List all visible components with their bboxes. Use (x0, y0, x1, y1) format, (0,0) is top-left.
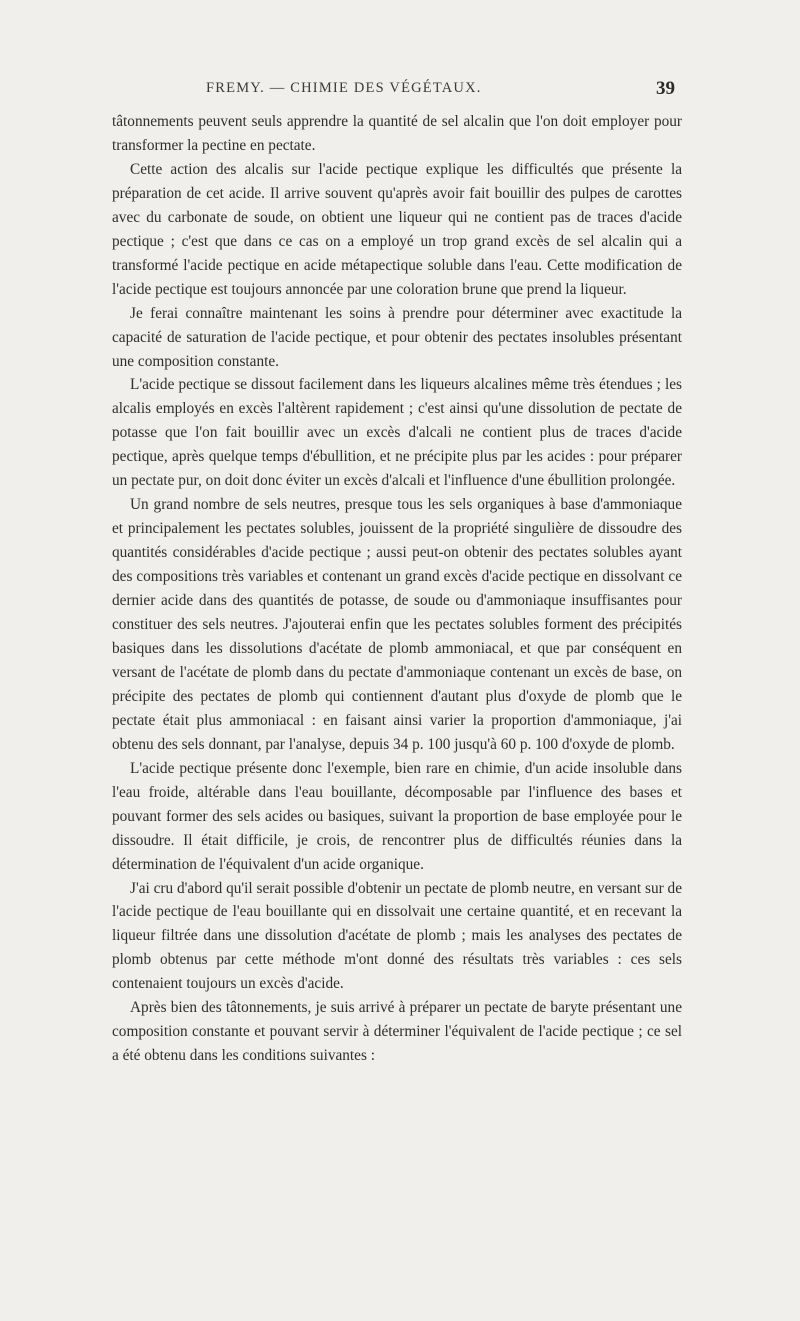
paragraph: L'acide pectique se dissout facilement dans les liqueurs alcalines même très étendues ; les alcalis employés en excès l'altèrent rapidement ; c'est ainsi qu'une dissolution de pectate de potasse que l'on fait bouillir avec un excès d'alcali ne contient plus de traces d'acide pectique, après quelque temps d'ébullition, et ne précipite plus par les acides : pour préparer un pectate pur, on doit donc éviter un excès d'alcali et l'influence d'une ébullition prolongée. (112, 376, 682, 490)
running-title: FREMY. — CHIMIE DES VÉGÉTAUX. (206, 80, 482, 96)
body-text (112, 110, 682, 1068)
paragraph: Cette action des alcalis sur l'acide pectique explique les difficultés que présente la préparation de cet acide. Il arrive souvent qu'après avoir fait bouillir des pulpes de carottes avec du carbonate de soude, on obtient une liqueur qui ne contient pas de traces d'acide pectique ; c'est que dans ce cas on a employé un trop grand excès de sel alcalin qui a transformé l'acide pectique en acide métapectique soluble dans l'eau. Cette modification de l'acide pectique est toujours annoncée par une coloration brune que prend la liqueur. (112, 160, 682, 298)
paragraph: Un grand nombre de sels neutres, presque tous les sels organiques à base d'ammoniaque et principalement les pectates solubles, jouissent de la propriété singulière de dissoudre des quantités considérables d'acide pectique ; aussi peut-on obtenir des pectates solubles ayant des compositions très variables et contenant un grand excès d'acide pectique en dissolvant ce dernier acide dans des quantités de potasse, de soude ou d'ammoniaque insuffisantes pour constituer des sels neutres. J'ajouterai enfin que les pectates solubles forment des précipités basiques dans les dissolutions d'acétate de plomb ammoniacal, et que par conséquent en versant de l'acétate de plomb dans du pectate d'ammoniaque contenant un excès de base, on précipite des pectates de plomb qui contiennent d'autant plus d'oxyde de plomb que le pectate était plus ammoniacal : en faisant ainsi varier la proportion d'ammoniaque, j'ai obtenu des sels donnant, par l'analyse, depuis 34 p. 100 jusqu'à 60 p. 100 d'oxyde de plomb. (112, 496, 682, 753)
paragraph: J'ai cru d'abord qu'il serait possible d'obtenir un pectate de plomb neutre, en versant sur de l'acide pectique de l'eau bouillante qui en dissolvait une certaine quantité, et en recevant la liqueur filtrée dans une dissolution d'acétate de plomb ; mais les analyses des pectates de plomb obtenus par cette méthode m'ont donné des résultats très variables : ces sels contenaient toujours un excès d'acide. (112, 879, 682, 993)
paragraph: L'acide pectique présente donc l'exemple, bien rare en chimie, d'un acide insoluble dans l'eau froide, altérable dans l'eau bouillante, décomposable par l'influence des bases et pouvant former des sels acides ou basiques, suivant la proportion de base employée pour le dissoudre. Il était difficile, je crois, de rencontrer plus de difficultés réunies dans la détermination de l'équivalent d'un acide organique. (112, 759, 682, 873)
paragraph: Je ferai connaître maintenant les soins à prendre pour déterminer avec exactitude la capacité de saturation de l'acide pectique, et pour obtenir des pectates insolubles présentant une composition constante. (112, 304, 682, 370)
paragraph-continuation: tâtonnements peuvent seuls apprendre la quantité de sel alcalin que l'on doit employer pour transformer la pectine en pectate. (112, 113, 682, 154)
paragraph: Après bien des tâtonnements, je suis arrivé à préparer un pectate de baryte présentant une composition constante et pouvant servir à déterminer l'équivalent de l'acide pectique ; ce sel a été obtenu dans les conditions suivantes : (112, 999, 682, 1065)
page-number: 39 (656, 78, 675, 99)
